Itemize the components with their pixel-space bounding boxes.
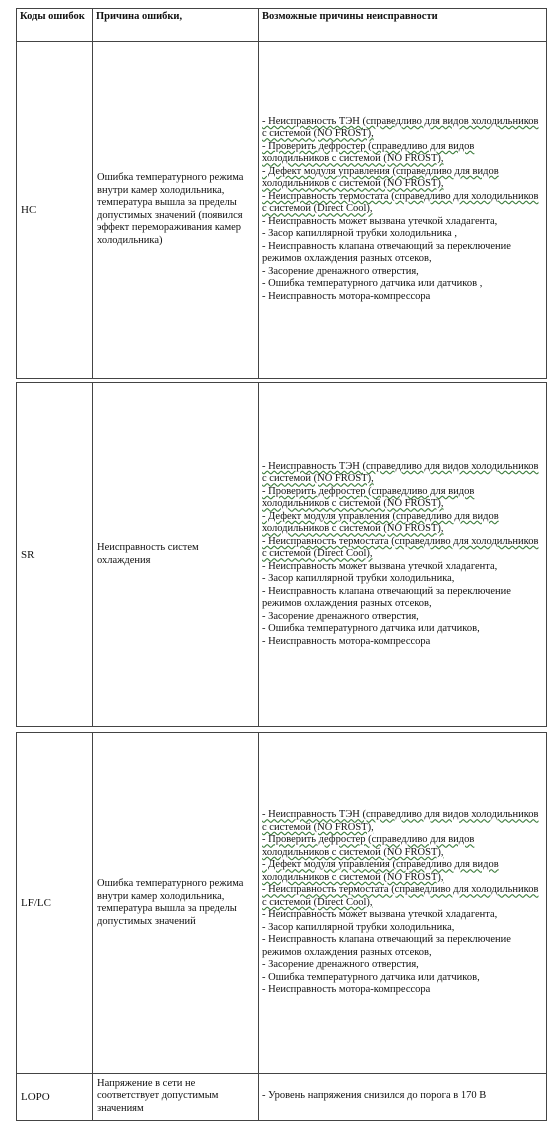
cause-item: - Уровень напряжения снизился до порога в 170 В xyxy=(262,1090,487,1102)
cause-item: - Засорение дренажного отверстия, xyxy=(262,265,419,277)
cause-item: - Неисправность термостата (справедливо для холодильников с системой (Direct Cool), xyxy=(262,535,539,560)
cause-item: - Неисправность термостата (справедливо для холодильников с системой (Direct Cool), xyxy=(262,190,539,215)
cause-item: - Ошибка температурного датчика или датчиков , xyxy=(262,278,483,290)
table-row-lopo xyxy=(17,1073,546,1120)
cause-item: - Засорение дренажного отверстия, xyxy=(262,959,419,971)
error-reason: Неисправность систем охлаждения xyxy=(92,383,258,726)
cause-item: - Дефект модуля управления (справедливо для видов холодильников с системой (NO FROST), xyxy=(262,510,499,535)
causes-list xyxy=(262,116,543,304)
error-code: HC xyxy=(21,203,37,216)
header-codes: Коды ошибок xyxy=(20,11,85,22)
error-causes xyxy=(258,383,546,726)
cause-item: - Неисправность ТЭН (справедливо для видов холодильников с системой (NO FROST), xyxy=(262,115,539,140)
error-table-part-3 xyxy=(16,732,547,1121)
header-reason: Причина ошибки, xyxy=(92,9,258,41)
cause-item: - Неисправность может вызвана утечкой хладагента, xyxy=(262,215,498,227)
cause-item: - Неисправность клапана отвечающий за переключение режимов охлаждения разных отсеков, xyxy=(262,934,511,958)
table-row-sr xyxy=(17,383,546,726)
cause-item: - Неисправность мотора-компрессора xyxy=(262,290,431,302)
error-causes xyxy=(258,41,546,378)
cause-item: - Ошибка температурного датчика или датчиков, xyxy=(262,623,480,635)
error-table-part-1 xyxy=(16,8,547,379)
table-row-lflc xyxy=(17,733,546,1074)
cause-item: - Неисправность термостата (справедливо для холодильников с системой (Direct Cool), xyxy=(262,884,539,908)
error-causes xyxy=(258,733,546,1073)
cause-item: - Засор капиллярной трубки холодильника, xyxy=(262,921,455,933)
cause-item: - Неисправность мотора-компрессора xyxy=(262,984,431,996)
error-reason: Напряжение в сети не соответствует допустимым значениям xyxy=(92,1073,258,1120)
cause-item: - Засор капиллярной трубки холодильника, xyxy=(262,573,455,585)
causes-list xyxy=(262,809,543,997)
causes-list xyxy=(262,461,543,649)
cause-item: - Проверить дефростер (справедливо для видов холодильников с системой (NO FROST), xyxy=(262,485,475,510)
header-causes: Возможные причины неисправности xyxy=(258,9,546,41)
cause-item: - Засорение дренажного отверстия, xyxy=(262,610,419,622)
cause-item: - Неисправность клапана отвечающий за переключение режимов охлаждения разных отсеков, xyxy=(262,240,511,265)
cause-item: - Неисправность клапана отвечающий за переключение режимов охлаждения разных отсеков, xyxy=(262,585,511,610)
error-code: SR xyxy=(21,548,35,561)
error-reason: Ошибка температурного режима внутри камер холодильника, температура вышла за пределы допустимых значений (появился эффект переморaживания камер холодильника) xyxy=(92,41,258,378)
cause-item: - Неисправность ТЭН (справедливо для видов холодильников с системой (NO FROST), xyxy=(262,809,539,833)
table-header-row xyxy=(17,9,546,42)
cause-item: - Проверить дефростер (справедливо для видов холодильников с системой (NO FROST), xyxy=(262,140,475,165)
cause-item: - Дефект модуля управления (справедливо для видов холодильников с системой (NO FROST), xyxy=(262,165,499,190)
cause-item: - Неисправность мотора-компрессора xyxy=(262,635,431,647)
error-causes xyxy=(258,1073,546,1120)
causes-list xyxy=(262,1090,486,1103)
cause-item: - Дефект модуля управления (справедливо для видов холодильников с системой (NO FROST), xyxy=(262,859,499,883)
cause-item: - Ошибка температурного датчика или датчиков, xyxy=(262,971,480,983)
cause-item: - Засор капиллярной трубки холодильника , xyxy=(262,228,458,240)
error-code: LOPO xyxy=(21,1090,50,1103)
cause-item: - Проверить дефростер (справедливо для видов холодильников с системой (NO FROST), xyxy=(262,834,475,858)
cause-item: - Неисправность ТЭН (справедливо для видов холодильников с системой (NO FROST), xyxy=(262,460,539,485)
error-table-part-2 xyxy=(16,382,547,727)
error-reason: Ошибка температурного режима внутри камер холодильника, температура вышла за пределы допустимых значений xyxy=(92,733,258,1073)
cause-item: - Неисправность может вызвана утечкой хладагента, xyxy=(262,909,498,921)
table-row-hc xyxy=(17,41,546,378)
cause-item: - Неисправность может вызвана утечкой хладагента, xyxy=(262,560,498,572)
error-code: LF/LC xyxy=(21,897,51,909)
